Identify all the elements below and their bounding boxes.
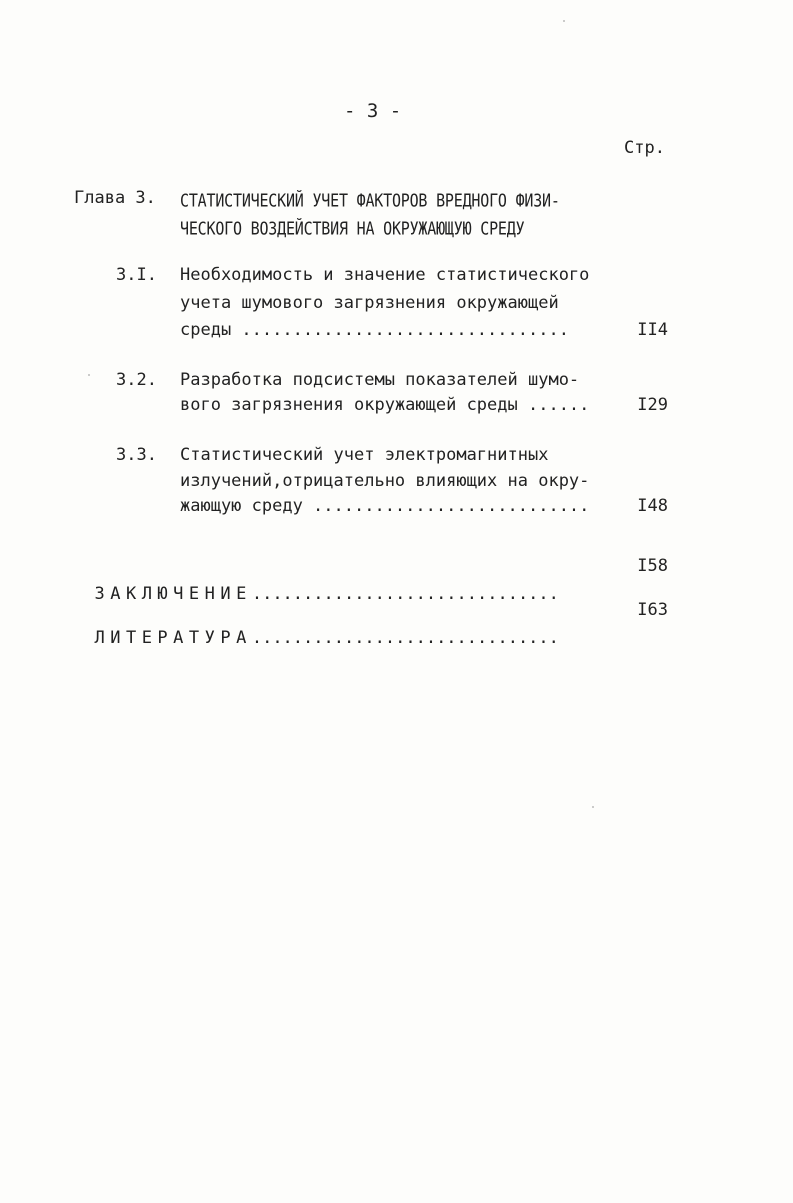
conclusion-label: ЗАКЛЮЧЕНИЕ: [94, 584, 252, 604]
page-number: - 3 -: [344, 100, 402, 122]
section-3-1-line-2: учета шумового загрязнения окружающей: [180, 293, 559, 313]
section-3-2-page: I29: [637, 395, 668, 415]
chapter-label: Глава 3.: [74, 188, 156, 208]
section-3-3-line-3: жающую среду ...........................: [180, 496, 590, 516]
scan-speck: [563, 20, 565, 22]
section-3-1-line-1: Необходимость и значение статистического: [180, 265, 590, 285]
section-3-3-line-2: излучений,отрицательно влияющих на окру-: [180, 471, 590, 491]
literature-entry: [74, 596, 559, 652]
scan-speck: [592, 806, 594, 808]
section-3-3-line-1: Статистический учет электромагнитных: [180, 445, 549, 465]
literature-page: I63: [637, 600, 668, 620]
literature-leader: ..............................: [251, 628, 559, 648]
pages-column-header: Стр.: [624, 138, 665, 158]
section-number-3-1: 3.I.: [116, 265, 157, 285]
chapter-title-line-1: СТАТИСТИЧЕСКИЙ УЧЕТ ФАКТОРОВ ВРЕДНОГО ФИЗИ-: [180, 189, 560, 212]
scan-speck: [88, 374, 90, 376]
section-3-2-line-2: вого загрязнения окружающей среды ......: [180, 395, 590, 415]
conclusion-leader: ..............................: [251, 584, 559, 604]
conclusion-page: I58: [637, 556, 668, 576]
section-number-3-2: 3.2.: [116, 370, 157, 390]
literature-label: ЛИТЕРАТУРА: [94, 628, 252, 648]
section-number-3-3: 3.3.: [116, 445, 157, 465]
section-3-3-page: I48: [637, 496, 668, 516]
section-3-1-page: II4: [637, 320, 668, 340]
section-3-1-line-3: среды ................................: [180, 320, 569, 340]
chapter-title-line-2: ЧЕСКОГО ВОЗДЕЙСТВИЯ НА ОКРУЖАЮЩУЮ СРЕДУ: [180, 217, 525, 240]
section-3-2-line-1: Разработка подсистемы показателей шумо-: [180, 370, 580, 390]
